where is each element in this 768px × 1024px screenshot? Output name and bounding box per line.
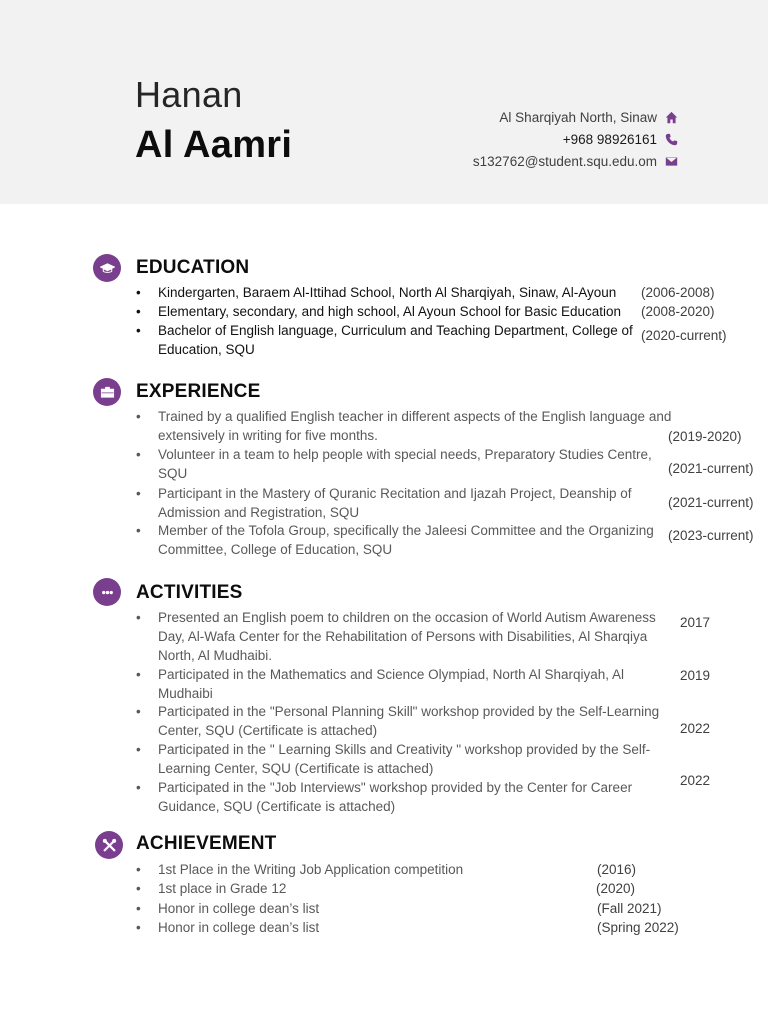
education-item-text: Bachelor of English language, Curriculum and Teaching Department, College of xyxy=(158,323,633,338)
tools-icon xyxy=(95,831,123,859)
bullet: • xyxy=(136,704,141,719)
bullet: • xyxy=(136,523,141,538)
home-icon xyxy=(664,111,678,125)
bullet: • xyxy=(136,667,141,682)
experience-item-text-cont: Committee, College of Education, SQU xyxy=(158,542,393,557)
bullet: • xyxy=(136,610,141,625)
experience-item-text: Member of the Tofola Group, specifically the Jaleesi Committee and the Organizing xyxy=(158,523,654,538)
bullet: • xyxy=(136,323,141,338)
activity-item-text-cont: Mudhaibi xyxy=(158,686,213,701)
experience-item-date: (2021-current) xyxy=(668,461,754,476)
activity-item xyxy=(136,608,666,665)
graduation-cap-icon xyxy=(93,254,121,282)
activity-item xyxy=(136,740,666,778)
experience-item-date: (2021-current) xyxy=(668,495,754,510)
experience-item-text: Participant in the Mastery of Quranic Recitation and Ijazah Project, Deanship of xyxy=(158,486,632,501)
activity-item-date: 2022 xyxy=(680,773,711,788)
activity-item-text: Participated in the "Job Interviews" workshop provided by the Center for Career xyxy=(158,780,633,795)
bullet: • xyxy=(136,304,141,319)
activity-item-text-cont: North, Al Mudhaibi. xyxy=(158,648,273,663)
contact-address xyxy=(499,110,678,125)
activity-item-text-cont: Center, SQU (Certificate is attached) xyxy=(158,723,378,738)
achievement-item-text: Honor in college dean’s list xyxy=(158,901,320,916)
address-text: Al Sharqiyah North, Sinaw xyxy=(499,110,657,125)
last-name: Al Aamri xyxy=(135,124,293,166)
experience-item xyxy=(136,484,666,522)
activity-item-date: 2019 xyxy=(680,668,711,683)
experience-item-text: Trained by a qualified English teacher in different aspects of the English language and xyxy=(158,409,672,424)
education-item-text: Elementary, secondary, and high school, Al Ayoun School for Basic Education xyxy=(158,304,622,319)
education-item xyxy=(136,321,633,359)
experience-item xyxy=(136,521,666,559)
activity-item-text-cont: Learning Center, SQU (Certificate is attached) xyxy=(158,761,434,776)
activity-item-text: Participated in the " Learning Skills and Creativity " workshop provided by the Self- xyxy=(158,742,651,757)
activity-item xyxy=(136,665,666,703)
bullet: • xyxy=(136,409,141,424)
experience-item-text: Volunteer in a team to help people with special needs, Preparatory Studies Centre, xyxy=(158,447,652,462)
phone-text: +968 98926161 xyxy=(562,132,657,147)
activity-item-date: 2022 xyxy=(680,721,711,736)
achievement-item-date: (2020) xyxy=(596,881,636,896)
experience-item xyxy=(136,445,666,483)
experience-item-text-cont: Admission and Registration, SQU xyxy=(158,505,360,520)
bullet: • xyxy=(136,920,141,935)
bullet: • xyxy=(136,742,141,757)
experience-item-text-cont: extensively in writing for five months. xyxy=(158,428,378,443)
activity-item-text-cont: Day, Al-Wafa Center for the Rehabilitation of Persons with Disabilities, Al Sharqiya xyxy=(158,629,648,644)
email-text: s132762@student.squ.edu.om xyxy=(472,154,657,169)
achievement-item-text: Honor in college dean’s list xyxy=(158,920,320,935)
education-item-date: (2006-2008) xyxy=(641,285,715,300)
section-title-activities: ACTIVITIES xyxy=(136,582,243,603)
achievement-item-date: (2016) xyxy=(597,862,637,877)
activity-item-text: Participated in the Mathematics and Science Olympiad, North Al Sharqiyah, Al xyxy=(158,667,624,682)
education-item-text: Kindergarten, Baraem Al-Ittihad School, North Al Sharqiyah, Sinaw, Al-Ayoun xyxy=(158,285,617,300)
bullet: • xyxy=(136,780,141,795)
ellipsis-icon xyxy=(93,578,121,606)
bullet: • xyxy=(136,285,141,300)
activity-item-text: Presented an English poem to children on the occasion of World Autism Awareness xyxy=(158,610,656,625)
achievement-item-date: (Spring 2022) xyxy=(597,920,679,935)
bullet: • xyxy=(136,901,141,916)
section-title-experience: EXPERIENCE xyxy=(136,381,261,402)
activity-item-date: 2017 xyxy=(680,615,711,630)
bullet: • xyxy=(136,862,141,877)
bullet: • xyxy=(136,881,141,896)
experience-item-date: (2023-current) xyxy=(668,528,754,543)
experience-item xyxy=(136,407,676,445)
briefcase-icon xyxy=(93,378,121,406)
contact-phone xyxy=(563,132,678,147)
education-item-date: (2008-2020) xyxy=(641,304,715,319)
bullet: • xyxy=(136,486,141,501)
education-item-date: (2020-current) xyxy=(641,328,727,343)
contact-email xyxy=(473,154,678,169)
activity-item xyxy=(136,778,666,816)
achievement-item-text: 1st Place in the Writing Job Application competition xyxy=(158,862,464,877)
section-title-achievement: ACHIEVEMENT xyxy=(136,833,277,854)
first-name: Hanan xyxy=(135,74,243,115)
achievement-item-date: (Fall 2021) xyxy=(597,901,662,916)
phone-icon xyxy=(664,133,678,147)
section-title-education: EDUCATION xyxy=(136,257,250,278)
activity-item xyxy=(136,702,666,740)
achievement-item-text: 1st place in Grade 12 xyxy=(158,881,287,896)
experience-item-text-cont: SQU xyxy=(158,466,188,481)
bullet: • xyxy=(136,447,141,462)
activity-item-text-cont: Guidance, SQU (Certificate is attached) xyxy=(158,799,396,814)
experience-item-date: (2019-2020) xyxy=(668,429,742,444)
resume-header xyxy=(0,0,768,204)
envelope-icon xyxy=(664,155,678,169)
education-item-text-cont: Education, SQU xyxy=(158,342,255,357)
activity-item-text: Participated in the "Personal Planning Skill" workshop provided by the Self-Learning xyxy=(158,704,660,719)
